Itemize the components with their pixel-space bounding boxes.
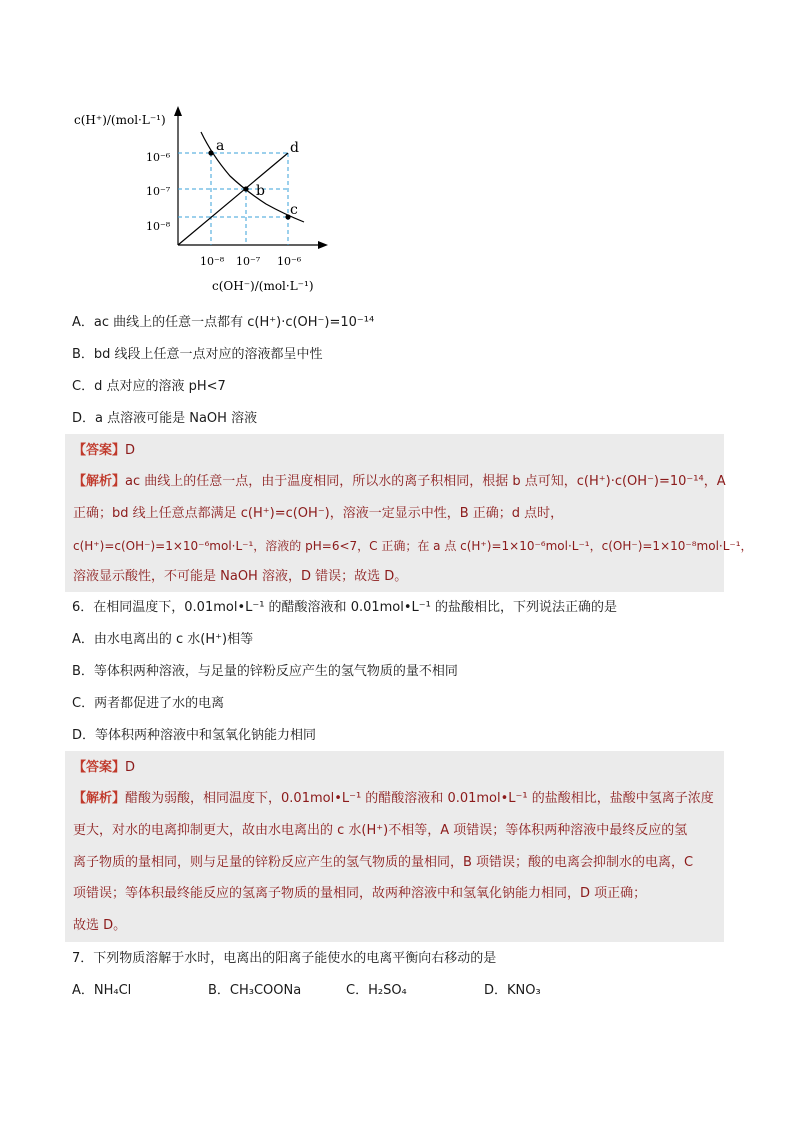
q7-option-c: C．H₂SO₄ <box>346 983 407 998</box>
answer-tag: 【答案】 <box>73 443 126 458</box>
label-a: a <box>216 138 225 154</box>
q6-option-c: C．两者都促进了水的电离 <box>72 696 225 711</box>
q7-option-d: D．KNO₃ <box>484 983 541 998</box>
q6-answer: D <box>125 760 136 775</box>
q5-answer-box <box>65 434 753 592</box>
q5-analysis-3: c(H⁺)=c(OH⁻)=1×10⁻⁶mol·L⁻¹，溶液的 pH=6<7，C 正确；在 a 点 c(H⁺)=1×10⁻⁶mol·L⁻¹，c(OH⁻)=1×10⁻⁸mol·L⁻¹， <box>73 539 753 553</box>
q6-analysis-line-1 <box>73 789 714 809</box>
q6-answer-box <box>65 751 724 942</box>
label-d: d <box>290 140 299 156</box>
q5-analysis-1: ac 曲线上的任意一点，由于温度相同，所以水的离子积相同，根据 b 点可知，c(H⁺)·c(OH⁻)=10⁻¹⁴，A <box>125 474 726 489</box>
y-axis-arrow <box>174 106 182 116</box>
q7-stem: 7．下列物质溶解于水时，电离出的阳离子能使水的电离平衡向右移动的是 <box>72 951 497 966</box>
analysis-tag: 【解析】 <box>73 791 126 806</box>
y-tick-1e-7: 10⁻⁷ <box>146 185 171 198</box>
q6-analysis-4: 项错误；等体积最终能反应的氢离子物质的量相同，故两种溶液中和氢氧化钠能力相同，D 项正确； <box>73 886 647 901</box>
q6-stem: 6．在相同温度下，0.01mol•L⁻¹ 的醋酸溶液和 0.01mol•L⁻¹ 的盐酸相比，下列说法正确的是 <box>72 600 617 615</box>
q5-option-c: C．d 点对应的溶液 pH<7 <box>72 379 226 394</box>
ion-product-figure <box>60 100 350 300</box>
q7-option-b: B．CH₃COONa <box>208 983 302 998</box>
q6-answer-line <box>73 758 135 778</box>
y-tick-1e-6: 10⁻⁶ <box>146 151 171 164</box>
y-tick-1e-8: 10⁻⁸ <box>146 220 171 233</box>
ion-product-diagram <box>60 100 350 300</box>
analysis-tag: 【解析】 <box>73 474 126 489</box>
x-tick-1e-6: 10⁻⁶ <box>277 255 302 268</box>
q5-answer-line <box>73 441 135 461</box>
q6-analysis-5: 故选 D。 <box>73 918 127 933</box>
q6-option-b: B．等体积两种溶液，与足量的锌粉反应产生的氢气物质的量不相同 <box>72 664 458 679</box>
q7-option-a: A．NH₄Cl <box>72 983 132 998</box>
x-axis-label: c(OH⁻)/(mol·L⁻¹) <box>212 279 314 293</box>
label-b: b <box>256 183 265 199</box>
q6-analysis-2: 更大，对水的电离抑制更大，故由水电离出的 c 水(H⁺)不相等，A 项错误；等体积两种溶液中最终反应的氢 <box>73 823 688 838</box>
q5-option-a: A．ac 曲线上的任意一点都有 c(H⁺)·c(OH⁻)=10⁻¹⁴ <box>72 315 375 330</box>
q5-analysis-line-1 <box>73 472 726 492</box>
x-axis-arrow <box>318 241 328 249</box>
x-tick-1e-7: 10⁻⁷ <box>236 255 261 268</box>
point-a <box>208 150 213 155</box>
q6-analysis-1: 醋酸为弱酸，相同温度下，0.01mol•L⁻¹ 的醋酸溶液和 0.01mol•L⁻¹ 的盐酸相比，盐酸中氢离子浓度 <box>125 791 714 806</box>
y-axis-label: c(H⁺)/(mol·L⁻¹) <box>74 113 166 127</box>
q6-analysis-3: 离子物质的量相同，则与足量的锌粉反应产生的氢气物质的量相同，B 项错误；酸的电离会抑制水的电离，C <box>73 855 694 870</box>
q5-option-b: B．bd 线段上任意一点对应的溶液都呈中性 <box>72 347 323 362</box>
q5-analysis-2: 正确；bd 线上任意点都满足 c(H⁺)=c(OH⁻)，溶液一定显示中性，B 正确；d 点时， <box>73 506 564 521</box>
answer-tag: 【答案】 <box>73 760 126 775</box>
neutral-line-bd <box>178 153 288 245</box>
label-c: c <box>290 202 298 218</box>
x-tick-1e-8: 10⁻⁸ <box>200 255 225 268</box>
q5-analysis-4: 溶液显示酸性，不可能是 NaOH 溶液，D 错误；故选 D。 <box>73 569 408 584</box>
q6-option-a: A．由水电离出的 c 水(H⁺)相等 <box>72 632 254 647</box>
point-b <box>243 186 248 191</box>
q6-option-d: D．等体积两种溶液中和氢氧化钠能力相同 <box>72 728 317 743</box>
q5-answer: D <box>125 443 136 458</box>
q5-option-d: D．a 点溶液可能是 NaOH 溶液 <box>72 411 258 426</box>
